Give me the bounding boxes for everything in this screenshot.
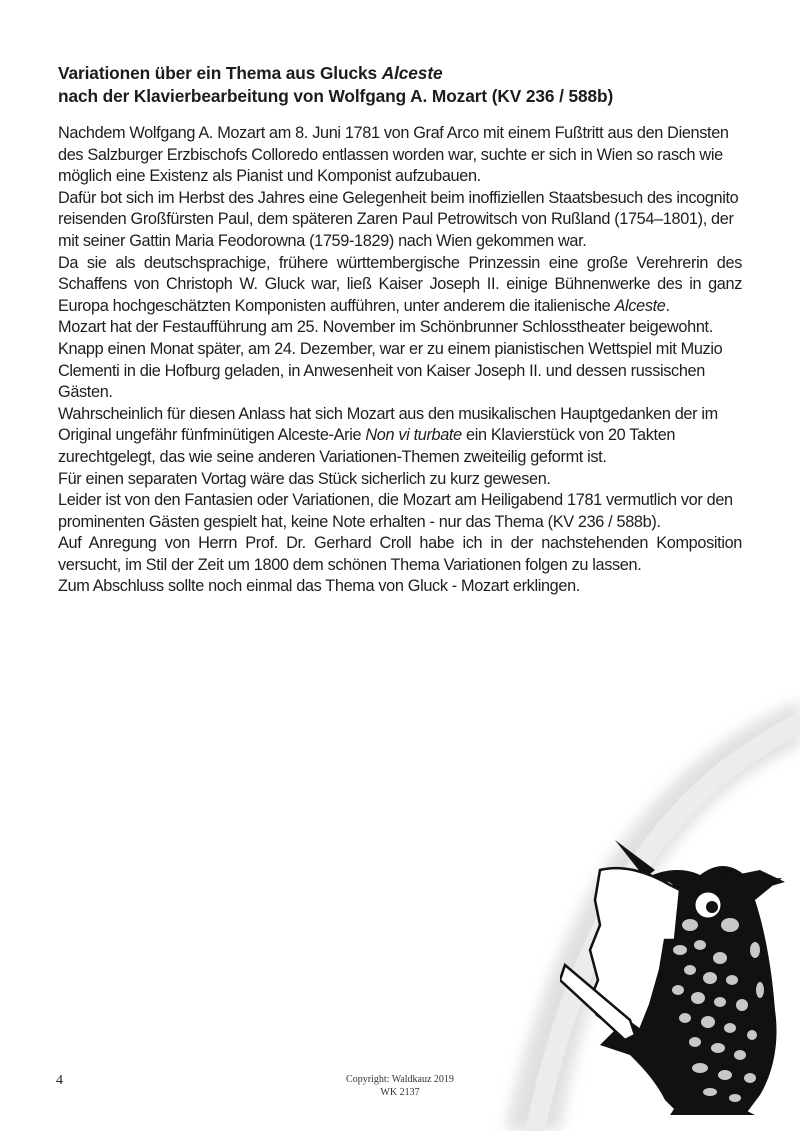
copyright-text: Copyright: Waldkauz 2019 [346, 1074, 454, 1085]
paragraph-2: Dafür bot sich im Herbst des Jahres eine Gelegenheit beim inoffiziellen Staatsbesuch des incognito reisenden Großfürsten Paul, dem späteren Zaren Paul Petrowitsch von Rußland (1754–1801), der mit seiner Gattin Maria Feodorowna (1759-1829) nach Wien gekommen war. [58, 188, 739, 250]
paragraph-8: Auf Anregung von Herrn Prof. Dr. Gerhard Croll habe ich in der nachstehenden Komposition versucht, im Stil der Zeit um 1800 dem schönen Thema Variationen folgen zu lassen. [58, 534, 742, 574]
document-body [58, 123, 742, 598]
owl-reading-icon [560, 830, 795, 1115]
catalog-number: WK 2137 [380, 1087, 420, 1098]
paragraph-3: Da sie als deutschsprachige, frühere württembergische Prinzessin eine große Verehrerin des Schaffens von Christoph W. Gluck war, ließ Kaiser Joseph II. einige Bühnenwerke des in ganz Europa hochgeschätzten Komponisten aufführen, unter anderem die italienische Alceste. [58, 253, 742, 315]
copyright-footer [300, 1073, 500, 1099]
paragraph-4: Mozart hat der Festaufführung am 25. November im Schönbrunner Schlosstheater beigewohnt. Knapp einen Monat später, am 24. Dezember, war er zu einem pianistischen Wettspiel mit Muzio Clementi in die Hofburg geladen, in Anwesenheit von Kaiser Joseph II. und dessen russischen Gästen. [58, 318, 723, 402]
title-italic-work: Alceste [381, 63, 443, 83]
paragraph-1: Nachdem Wolfgang A. Mozart am 8. Juni 1781 von Graf Arco mit einem Fußtritt aus den Diensten des Salzburger Erzbischofs Colloredo entlassen worden war, suchte er sich in Wien so rasch wie möglich eine Existenz als Pianist und Komponist aufzubauen. [58, 124, 729, 186]
paragraph-7: Leider ist von den Fantasien oder Variationen, die Mozart am Heiligabend 1781 vermutlich vor den prominenten Gästen gespielt hat, keine Note erhalten - nur das Thema (KV 236 / 588b). [58, 491, 733, 531]
page-number: 4 [56, 1073, 63, 1088]
title-line-1: Variationen über ein Thema aus Glucks Alceste [58, 63, 443, 83]
document-title [58, 62, 758, 108]
paragraph-6: Für einen separaten Vortag wäre das Stück sicherlich zu kurz gewesen. [58, 469, 551, 488]
paragraph-5: Wahrscheinlich für diesen Anlass hat sich Mozart aus den musikalischen Hauptgedanken der im Original ungefähr fünfminütigen Alceste-Arie Non vi turbate ein Klavierstück von 20 Takten zurechtgelegt, das wie seine anderen Variationen-Themen zweiteilig geformt ist. [58, 404, 718, 466]
paragraph-9: Zum Abschluss sollte noch einmal das Thema von Gluck - Mozart erklingen. [58, 577, 580, 596]
title-line-2: nach der Klavierbearbeitung von Wolfgang A. Mozart (KV 236 / 588b) [58, 86, 614, 106]
